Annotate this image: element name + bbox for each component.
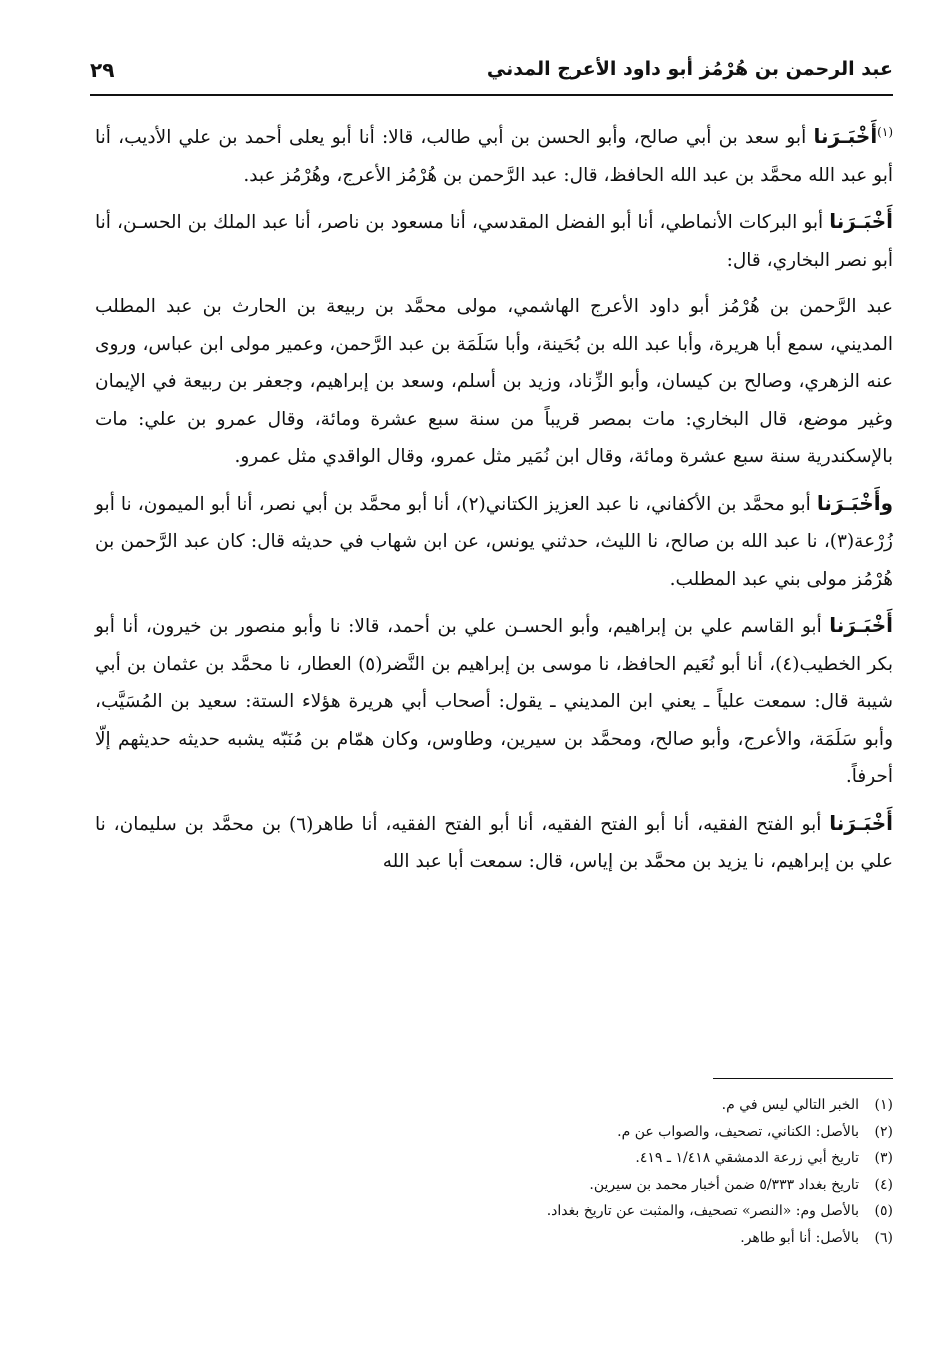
narration-lead: أَخْبَـرَنا bbox=[829, 810, 893, 835]
page-header bbox=[90, 52, 893, 96]
footnotes bbox=[95, 1092, 893, 1251]
paragraph-text: أبو محمَّد بن الأكفاني، نا عبد العزيز الكتاني(٢)، أنا أبو محمَّد بن أبي نصر، أنا أبو الميمون، نا أبو زُرْعة(٣)، نا عبد الله بن صالح، نا الليث، حدثني يونس، عن ابن شهاب في حديثه قال: كان عبد الرَّحمن بن هُرْمُز مولى بني عبد المطلب. bbox=[95, 493, 893, 590]
footnote bbox=[95, 1119, 893, 1146]
paragraph bbox=[95, 118, 893, 194]
footnote-text: الخبر التالي ليس في م. bbox=[721, 1097, 859, 1113]
footnote-ref[interactable]: (١) bbox=[877, 124, 893, 139]
footnote-text: تاريخ بغداد ٥/٣٣٣ ضمن أخبار محمد بن سيرين. bbox=[589, 1176, 859, 1193]
footnote-divider bbox=[713, 1078, 893, 1079]
paragraph bbox=[95, 485, 893, 599]
footnote bbox=[95, 1198, 893, 1225]
footnote-number: (٥) bbox=[874, 1203, 893, 1219]
paragraph bbox=[95, 288, 893, 476]
narration-lead: وأَخْبَـرَنا bbox=[816, 490, 894, 515]
paragraph-text: أبو سعد بن أبي صالح، وأبو الحسن بن أبي طالب، قالا: أنا أبو يعلى أحمد بن علي الأديب، أنا أبو عبد الله محمَّد بن عبد الله الحافظ، قال: عبد الرَّحمن بن هُرْمُز الأعرج، وهُرْمُز عبد. bbox=[95, 127, 893, 186]
paragraph-text: أبو القاسم علي بن إبراهيم، وأبو الحسـن علي بن أحمد، قالا: نا وأبو منصور بن خيرون، أنا أبو بكر الخطيب(٤)، أنا أبو نُعَيم الحافظ، نا موسى بن إبراهيم بن النَّضر(٥) العطار، نا محمَّد بن عثمان بن أبي شيبة قال: سمعت علياً ـ يعني ابن المديني ـ يقول: أصحاب أبي هريرة هؤلاء الستة: سعيد بن المُسَيَّب، وأبو سَلَمَة، والأعرج، وأبو صالح، ومحمَّد بن سيرين، وطاوس، وكان همّام بن مُنَبّه يشبه حديثه حديثهم إلّا أحرفاً. bbox=[95, 616, 894, 787]
footnote-text: بالأصل: أنا أبو طاهر. bbox=[740, 1229, 859, 1246]
footnote bbox=[95, 1145, 893, 1172]
narration-lead: أَخْبَـرَنا bbox=[829, 209, 893, 233]
footnote-text: بالأصل: الكناني، تصحيف، والصواب عن م. bbox=[617, 1123, 859, 1140]
narration-lead: أَخْبَـرَنا bbox=[813, 124, 878, 148]
paragraph-text: أبو الفتح الفقيه، أنا أبو الفتح الفقيه، أنا أبو الفتح الفقيه، أنا طاهر(٦) بن محمَّد بن سليمان، نا علي بن إبراهيم، نا يزيد بن محمَّد بن إياس، قال: سمعت أبا عبد الله bbox=[95, 813, 893, 872]
footnote-number: (٢) bbox=[874, 1123, 893, 1140]
footnote-text: تاريخ أبي زرعة الدمشقي ١/٤١٨ ـ ٤١٩. bbox=[635, 1150, 859, 1166]
narration-lead: أَخْبَـرَنا bbox=[829, 613, 893, 637]
paragraph-text: أبو البركات الأنماطي، أنا أبو الفضل المقدسي، أنا مسعود بن ناصر، أنا عبد الملك بن الحسـن، أنا أبو نصر البخاري، قال: bbox=[95, 212, 893, 271]
paragraph bbox=[95, 805, 893, 881]
footnote bbox=[95, 1172, 893, 1199]
running-title: عبد الرحمن بن هُرْمُز أبو داود الأعرج المدني bbox=[486, 58, 893, 80]
footnote bbox=[95, 1225, 893, 1252]
footnote-text: بالأصل وم: «النصر» تصحيف، والمثبت عن تاريخ بغداد. bbox=[546, 1203, 859, 1219]
footnote-number: (٦) bbox=[874, 1229, 893, 1246]
footnote-number: (٤) bbox=[874, 1176, 893, 1193]
footnote bbox=[95, 1092, 893, 1119]
page-number: ٢٩ bbox=[90, 58, 115, 82]
paragraph bbox=[95, 607, 893, 796]
paragraph-text: عبد الرَّحمن بن هُرْمُز أبو داود الأعرج الهاشمي، مولى محمَّد بن ربيعة بن الحارث بن عبد المطلب المديني، سمع أبا هريرة، وأبا عبد الله بن بُحَينة، وأبا سَلَمَة بن عبد الرَّحمن، وعمير مولى ابن عباس، وروى عنه الزهري، وصالح بن كيسان، وأبو الزِّناد، وزيد بن أسلم، وسعد بن إبراهيم، وجعفر بن ربيعة في الإيمان وغير موضع، قال البخاري: مات بمصر قريباً من سنة سبع عشرة ومائة، وقال عمرو بن علي: مات بالإسكندرية سنة سبع عشرة ومائة، وقال ابن نُمَير مثل عمرو، وقال الواقدي مثل عمرو. bbox=[95, 296, 893, 467]
footnote-number: (١) bbox=[874, 1097, 893, 1113]
footnote-number: (٣) bbox=[874, 1150, 893, 1166]
paragraph bbox=[95, 203, 893, 279]
main-text bbox=[95, 118, 893, 890]
